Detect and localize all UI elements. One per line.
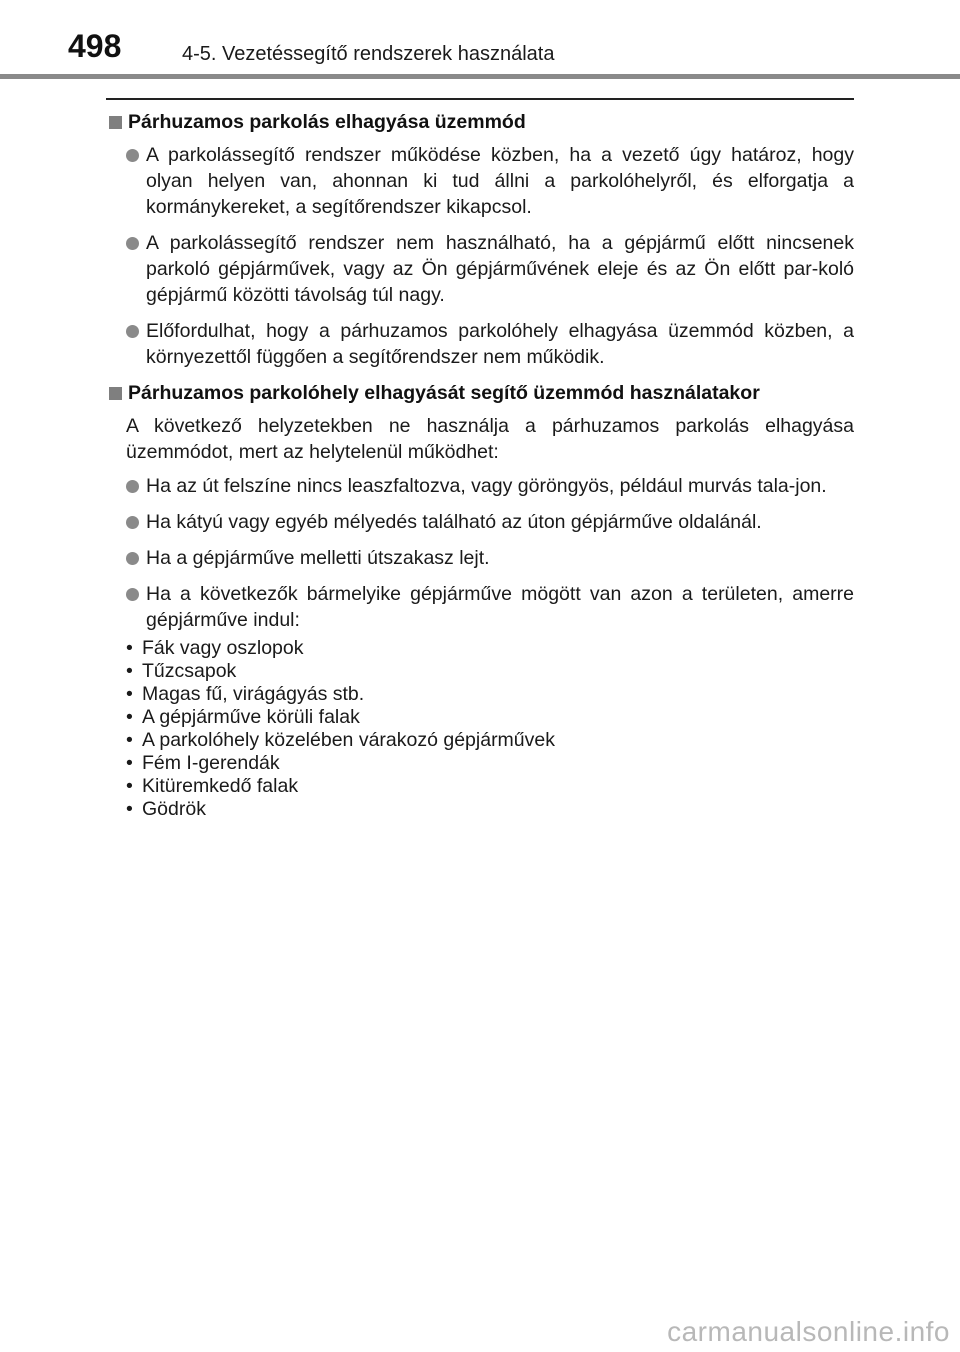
bullet-item bbox=[106, 473, 854, 499]
circle-bullet-icon bbox=[126, 237, 139, 250]
header-rule bbox=[0, 74, 960, 79]
list-item: • Magas fű, virágágyás stb. bbox=[126, 683, 365, 705]
bullet-item bbox=[106, 318, 854, 370]
circle-bullet-icon bbox=[126, 552, 139, 565]
circle-bullet-icon bbox=[126, 325, 139, 338]
square-bullet-icon bbox=[109, 387, 122, 400]
list-item: • Fák vagy oszlopok bbox=[126, 637, 304, 659]
circle-bullet-icon bbox=[126, 588, 139, 601]
chapter-title: 4-5. Vezetéssegítő rendszerek használata bbox=[182, 43, 555, 65]
section-divider bbox=[106, 98, 854, 100]
section-heading-text: Párhuzamos parkolóhely elhagyását segítő üzemmód használatakor bbox=[128, 382, 760, 404]
section-intro: A következő helyzetekben ne használja a párhuzamos parkolás elhagyása üzemmódot, mert az helytelenül működhet: bbox=[126, 415, 854, 463]
bullet-item bbox=[106, 509, 854, 535]
watermark: carmanualsonline.info bbox=[667, 1316, 950, 1347]
section-heading bbox=[106, 109, 854, 135]
circle-bullet-icon bbox=[126, 516, 139, 529]
bullet-item bbox=[106, 545, 854, 571]
bullet-text: Ha kátyú vagy egyéb mélyedés található az úton gépjárműve oldalánál. bbox=[146, 511, 762, 533]
list-item: • Kitüremkedő falak bbox=[126, 775, 299, 797]
bullet-text: Ha az út felszíne nincs leaszfaltozva, vagy göröngyös, például murvás tala-jon. bbox=[146, 475, 827, 497]
obstacle-list bbox=[126, 637, 854, 821]
section-heading bbox=[106, 380, 854, 406]
list-item: • A parkolóhely közelében várakozó gépjárművek bbox=[126, 729, 555, 751]
list-item: • Gödrök bbox=[126, 798, 206, 820]
bullet-item bbox=[106, 230, 854, 308]
bullet-item bbox=[106, 581, 854, 821]
bullet-text: Ha a következők bármelyike gépjárműve mögött van azon a területen, amerre gépjárműve indul: bbox=[146, 583, 854, 631]
list-item: • A gépjárműve körüli falak bbox=[126, 706, 360, 728]
page-number: 498 bbox=[68, 28, 122, 64]
bullet-text: A parkolássegítő rendszer nem használható, ha a gépjármű előtt nincsenek parkoló gépjárművek, vagy az Ön gépjárművének eleje és az Ön előtt par-koló gépjármű közötti távolság túl nagy. bbox=[146, 232, 854, 306]
square-bullet-icon bbox=[109, 116, 122, 129]
bullet-text: A parkolássegítő rendszer működése közben, ha a vezető úgy határoz, hogy olyan helyen van, ahonnan ki tud állni a parkolóhelyről, és elforgatja a kormánykereket, a segítőrendszer kikapcsol. bbox=[146, 144, 854, 218]
section-heading-text: Párhuzamos parkolás elhagyása üzemmód bbox=[128, 111, 526, 133]
bullet-item bbox=[106, 142, 854, 220]
circle-bullet-icon bbox=[126, 149, 139, 162]
bullet-text: Előfordulhat, hogy a párhuzamos parkolóhely elhagyása üzemmód közben, a környezettől függően a segítőrendszer nem működik. bbox=[146, 320, 854, 368]
list-item: • Tűzcsapok bbox=[126, 660, 237, 682]
bullet-text: Ha a gépjárműve melletti útszakasz lejt. bbox=[146, 547, 490, 569]
page-header bbox=[0, 0, 960, 84]
circle-bullet-icon bbox=[126, 480, 139, 493]
page-content bbox=[106, 98, 854, 831]
list-item: • Fém I-gerendák bbox=[126, 752, 280, 774]
